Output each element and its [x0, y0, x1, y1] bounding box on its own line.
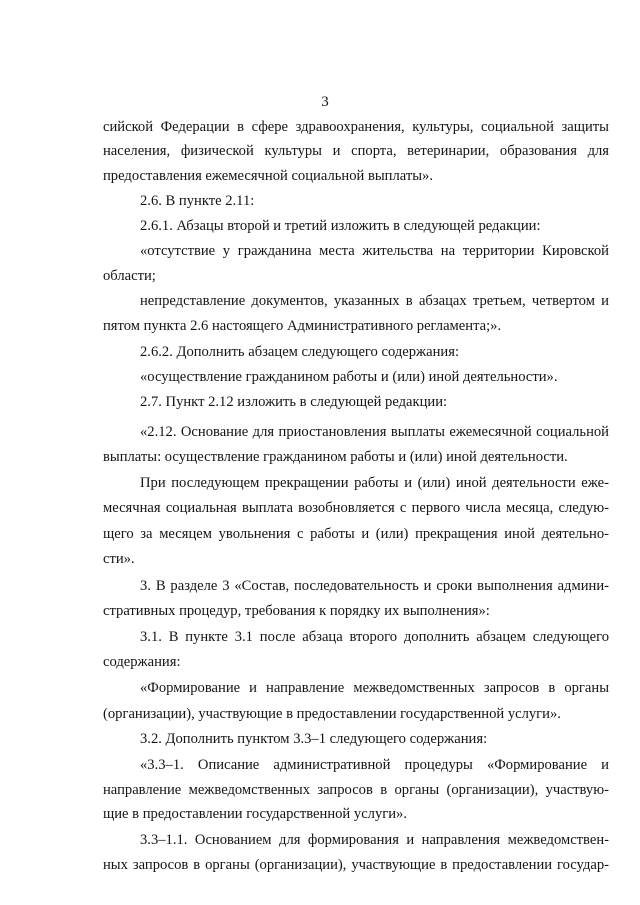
page-number: 3	[321, 94, 329, 110]
text-line: непредставление документов, указанных в абзацах третьем, четвертом и	[140, 293, 609, 309]
text-line: щего за месяцем увольнения с работы и (или) прекращения иной деятельно-	[103, 526, 609, 542]
text-line: населения, физической культуры и спорта, ветеринарии, образования для	[103, 143, 609, 159]
text-line: «3.3–1. Описание административной процедуры «Формирование и	[140, 757, 609, 773]
text-line: 2.6.2. Дополнить абзацем следующего содержания:	[140, 344, 460, 360]
text-line: (организации), участвующие в предоставлении государственной услуги».	[103, 706, 561, 722]
text-line: ных запросов в органы (организации), участвующие в предоставлении государ-	[103, 857, 609, 873]
text-line: выплаты: осуществление гражданином работы и (или) иной деятельности.	[103, 449, 568, 465]
text-line: предоставления ежемесячной социальной выплаты».	[103, 168, 433, 184]
text-line: содержания:	[103, 654, 181, 670]
text-line: пятом пункта 2.6 настоящего Административного регламента;».	[103, 318, 502, 334]
text-line: «отсутствие у гражданина места жительства на территории Кировской	[140, 243, 609, 259]
text-line: При последующем прекращении работы и (или) иной деятельности еже-	[140, 475, 609, 491]
text-line: направление межведомственных запросов в органы (организации), участвую-	[103, 782, 609, 798]
text-line: 3. В разделе 3 «Состав, последовательность и сроки выполнения админи-	[140, 578, 609, 594]
text-line: щие в предоставлении государственной услуги».	[103, 806, 407, 822]
text-line: 3.2. Дополнить пунктом 3.3–1 следующего содержания:	[140, 731, 488, 747]
text-line: «Формирование и направление межведомственных запросов в органы	[140, 680, 609, 696]
text-line: 3.1. В пункте 3.1 после абзаца второго дополнить абзацем следующего	[140, 629, 609, 645]
text-line: 2.6.1. Абзацы второй и третий изложить в следующей редакции:	[140, 218, 541, 234]
text-line: «осуществление гражданином работы и (или) иной деятельности».	[140, 369, 558, 385]
text-line: области;	[103, 268, 156, 284]
text-line: 2.6. В пункте 2.11:	[140, 193, 255, 209]
text-line: 2.7. Пункт 2.12 изложить в следующей редакции:	[140, 394, 448, 410]
text-line: сти».	[103, 551, 135, 567]
text-line: месячная социальная выплата возобновляется с первого числа месяца, следую-	[103, 500, 609, 516]
text-line: 3.3–1.1. Основанием для формирования и направления межведомствен-	[140, 832, 609, 848]
text-line: стративных процедур, требования к порядку их выполнения»:	[103, 603, 490, 619]
text-line: «2.12. Основание для приостановления выплаты ежемесячной социальной	[140, 424, 609, 440]
text-line: сийской Федерации в сфере здравоохранения, культуры, социальной защиты	[103, 119, 609, 135]
